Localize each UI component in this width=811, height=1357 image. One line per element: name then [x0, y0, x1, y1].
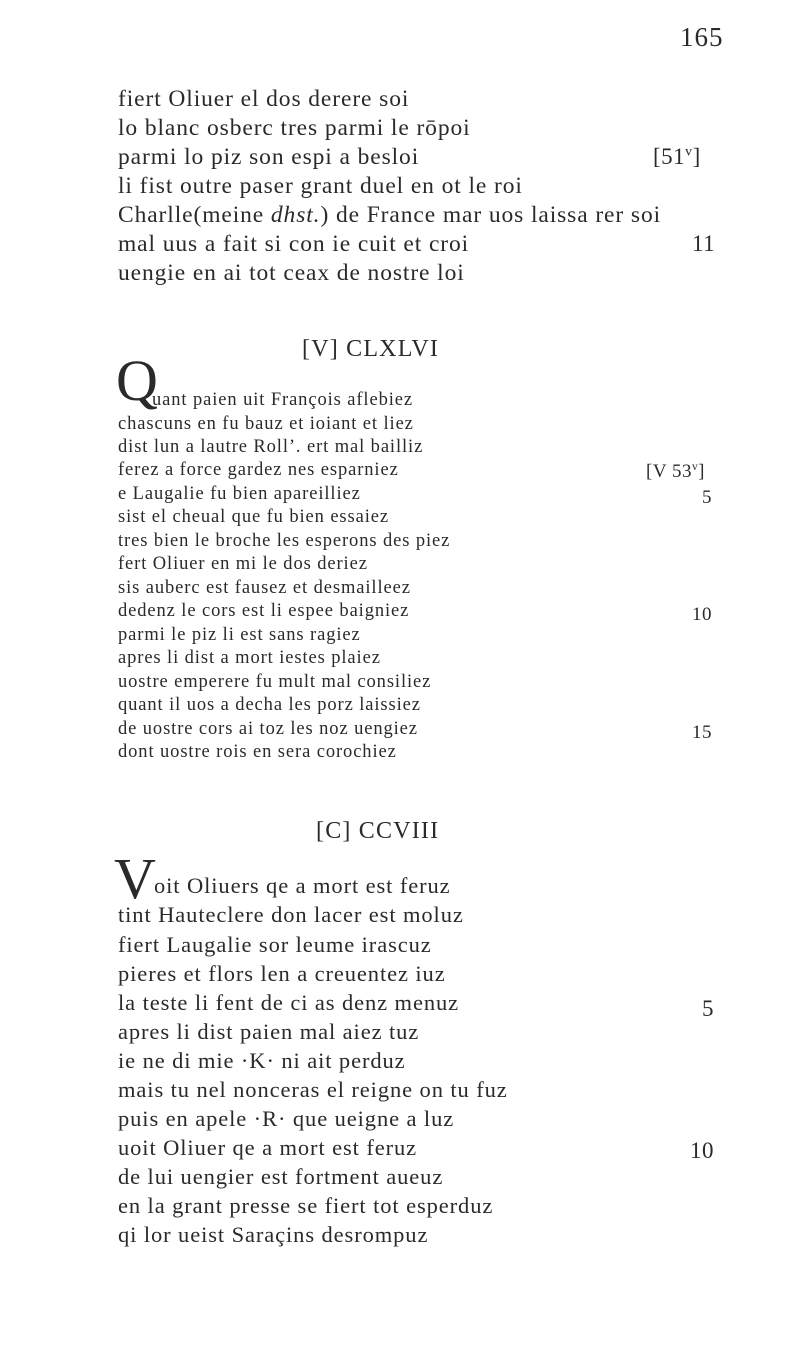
verse-line: uostre emperere fu mult mal consiliez — [118, 672, 432, 692]
verse-text: ) de France mar uos laissa rer soi — [320, 202, 662, 228]
verse-line: qi lor ueist Saraçins desrompuz — [118, 1222, 429, 1247]
verse-line: dedenz le cors est li espee baigniez — [118, 601, 410, 621]
verse-line: mal uus a fait si con ie cuit et croi — [118, 231, 470, 257]
verse-line: li fist outre paser grant duel en ot le roi — [118, 173, 523, 199]
verse-line: lo blanc osberc tres parmi le rōpoi — [118, 115, 471, 141]
verse-line: e Laugalie fu bien apareilliez — [118, 484, 361, 504]
verse-line: dont uostre rois en sera corochiez — [118, 742, 397, 762]
verse-line: mais tu nel nonceras el reigne on tu fuz — [118, 1077, 508, 1102]
drop-cap: V — [114, 846, 156, 911]
folio-reference: [V 53$^v$] — [646, 461, 705, 482]
verse-line: dist lun a lautre Roll’. ert mal bailliz — [118, 437, 424, 457]
verse-line: uengie en ai tot ceax de nostre loi — [118, 260, 465, 286]
verse-line: fiert Laugalie sor leume irascuz — [118, 932, 432, 957]
verse-line: de uostre cors ai toz les noz uengiez — [118, 719, 418, 739]
verse-line: quant il uos a decha les porz laissiez — [118, 695, 421, 715]
verse-line: en la grant presse se fiert tot esperduz — [118, 1193, 494, 1218]
verse-line: ie ne di mie ·K· ni ait perduz — [118, 1048, 406, 1073]
verse-line: uoit Oliuer qe a mort est feruz — [118, 1135, 418, 1160]
verse-line: pieres et flors len a creuentez iuz — [118, 961, 446, 986]
line-number: 15 — [692, 722, 712, 743]
verse-line: oit Oliuers qe a mort est feruz — [154, 873, 451, 898]
verse-line: sist el cheual que fu bien essaiez — [118, 507, 390, 527]
drop-cap: Q — [116, 348, 158, 413]
laisse-heading: [V] CLXLVI — [302, 336, 440, 362]
verse-line: apres li dist a mort iestes plaiez — [118, 648, 381, 668]
editorial-abbreviation: dhst. — [270, 202, 321, 228]
verse-line: uant paien uit François aflebiez — [152, 390, 413, 410]
verse-line: fiert Oliuer el dos derere soi — [118, 86, 410, 112]
verse-line — [118, 202, 661, 229]
verse-line: la teste li fent de ci as denz menuz — [118, 990, 460, 1015]
line-number: 10 — [692, 604, 712, 625]
verse-line: ferez a force gardez nes esparniez — [118, 460, 399, 480]
verse-line: fert Oliuer en mi le dos deriez — [118, 554, 368, 574]
folio-reference: [51$^v$] — [653, 143, 701, 169]
line-number: 11 — [692, 231, 716, 256]
verse-line: apres li dist paien mal aiez tuz — [118, 1019, 420, 1044]
verse-line: de lui uengier est fortment aueuz — [118, 1164, 444, 1189]
line-number: 10 — [690, 1138, 714, 1163]
verse-text: Charlle(meine — [118, 202, 271, 228]
verse-line: tint Hauteclere don lacer est moluz — [118, 902, 464, 927]
verse-line: chascuns en fu bauz et ioiant et liez — [118, 414, 414, 434]
line-number: 5 — [702, 996, 714, 1021]
verse-line: parmi lo piz son espi a besloi — [118, 144, 420, 170]
verse-line: sis auberc est fausez et desmailleez — [118, 578, 411, 598]
verse-line: puis en apele ·R· que ueigne a luz — [118, 1106, 455, 1131]
verse-line: parmi le piz li est sans ragiez — [118, 625, 361, 645]
page-number: 165 — [680, 22, 724, 52]
line-number: 5 — [702, 487, 712, 508]
laisse-heading: [C] CCVIII — [316, 818, 440, 844]
verse-line: tres bien le broche les esperons des piez — [118, 531, 451, 551]
